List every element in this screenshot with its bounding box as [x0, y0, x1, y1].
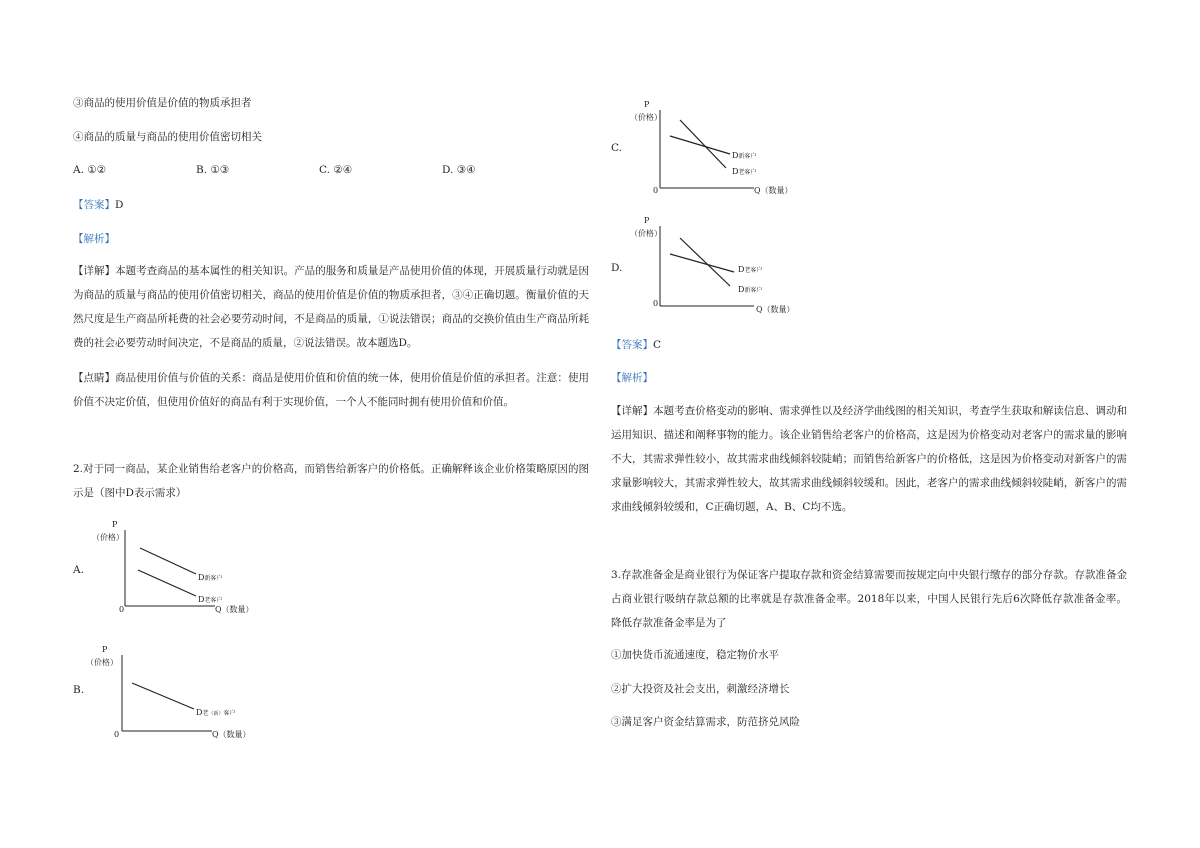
graph-b: [86, 643, 286, 743]
graph-p-label: P: [112, 520, 118, 529]
q2-analysis-tag: 【解析】: [611, 372, 653, 384]
q3-option-item-1: ①加快货币流通速度，稳定物价水平: [611, 649, 779, 661]
q1-choice-a: A. ①②: [73, 164, 107, 176]
answer-value: C: [653, 339, 662, 351]
q2-stem: 2.对于同一商品，某企业销售给老客户的价格高，而销售给新客户的价格低。正确解释该企业价格策略原因的图示是（图中D表示需求）: [73, 463, 589, 499]
graph-price-label: （价格）: [92, 533, 124, 542]
q1-detail: [73, 259, 589, 355]
graph-q-label: Q（数量）: [215, 605, 254, 614]
q1-choice-c: C. ②④: [319, 164, 353, 176]
demand-line-1-label: D老客户: [738, 265, 763, 274]
demand-line-2-label: D老客户: [732, 167, 757, 176]
q1-option-item-4: ④商品的质量与商品的使用价值密切相关: [73, 131, 262, 143]
q2-answer: [611, 338, 661, 352]
graph-q-label: Q（数量）: [754, 186, 793, 195]
q3-option-item-3: ③满足客户资金结算需求，防范挤兑风险: [611, 716, 800, 728]
answer-value: D: [115, 199, 124, 211]
detail-text: 本题考查价格变动的影响、需求弹性以及经济学曲线图的相关知识，考查学生获取和解读信息、调动和运用知识、描述和阐释事物的能力。该企业销售给老客户的价格高，这是因为价格变动对老客户的需求量的影响不大，其需求弹性较小，故其需求曲线倾斜较陡峭；而销售给新客户的价格低，这是因为价格变动对新客户的需求量影响较大，其需求弹性较大，故其需求曲线倾斜较缓和。因此，老客户的需求曲线倾斜较陡峭，新客户的需求曲线倾斜较缓和，C正确切题，A、B、C均不选。: [611, 405, 1127, 513]
graph-price-label: （价格）: [86, 658, 118, 667]
q2-option-c-label: C.: [611, 142, 622, 154]
q1-choice-d: D. ③④: [442, 164, 476, 176]
graph-origin: 0: [119, 605, 125, 614]
graph-price-label: （价格）: [630, 113, 662, 122]
graph-q-label: Q（数量）: [212, 730, 251, 739]
graph-d: [630, 214, 830, 318]
graph-origin: 0: [114, 730, 120, 739]
demand-line-old: [680, 120, 726, 168]
demand-line-2-label: D老客户: [198, 595, 223, 604]
q2-option-d-label: D.: [611, 262, 623, 274]
graph-price-label: （价格）: [630, 229, 662, 238]
q1-option-item-3: ③商品的使用价值是价值的物质承担者: [73, 97, 252, 109]
demand-line-label: D老（新）客户: [196, 708, 236, 717]
q1-choice-b: B. ①③: [196, 164, 230, 176]
q1-tip: [73, 366, 589, 414]
answer-tag: 【答案】: [611, 339, 653, 351]
detail-tag: 【详解】: [611, 405, 654, 417]
q3-option-item-2: ②扩大投资及社会支出，刺激经济增长: [611, 683, 790, 695]
graph-a: [90, 518, 290, 618]
q1-analysis-tag: 【解析】: [73, 233, 115, 245]
detail-text: 本题考查商品的基本属性的相关知识。产品的服务和质量是产品使用价值的体现，开展质量行动就是因为商品的质量与商品的使用价值密切相关，商品的使用价值是价值的物质承担者，③④正确切题。衡量价值的天然尺度是生产商品所耗费的社会必要劳动时间，不是商品的质量，①说法错误；商品的交换价值由生产商品所耗费的社会必要劳动时间决定，不是商品的质量，②说法错误。故本题选D。: [73, 265, 589, 349]
graph-origin: 0: [653, 186, 659, 195]
answer-tag: 【答案】: [73, 199, 115, 211]
demand-line-2-label: D新客户: [738, 285, 763, 294]
graph-q-label: Q（数量）: [756, 305, 795, 314]
detail-tag: 【详解】: [73, 265, 116, 277]
demand-line-old: [670, 254, 734, 272]
tip-text: 商品使用价值与价值的关系：商品是使用价值和价值的统一体，使用价值是价值的承担者。注意：使用价值不决定价值，但使用价值好的商品有利于实现价值，一个人不能同时拥有使用价值和价值。: [73, 372, 589, 408]
demand-line-new: [670, 136, 730, 154]
demand-line-1-label: D新客户: [198, 573, 223, 582]
graph-c: [626, 98, 826, 198]
graph-p-label: P: [644, 216, 650, 225]
q1-answer: [73, 198, 123, 212]
demand-line-1: [140, 548, 196, 574]
tip-tag: 【点睛】: [73, 372, 116, 384]
graph-p-label: P: [102, 645, 108, 654]
demand-line: [132, 683, 194, 709]
graph-p-label: P: [644, 100, 650, 109]
q2-option-b-label: B.: [73, 684, 85, 696]
q2-detail: [611, 399, 1127, 519]
demand-line-1-label: D新客户: [732, 151, 757, 160]
q3-stem: 3.存款准备金是商业银行为保证客户提取存款和资金结算需要而按规定向中央银行缴存的部分存款。存款准备金占商业银行吸纳存款总额的比率就是存款准备金率。2018年以来，中国人民银行先后6次降低存款准备金率。降低存款准备金率是为了: [611, 569, 1127, 629]
demand-line-new: [680, 238, 730, 286]
q2-option-a-label: A.: [73, 564, 84, 576]
demand-line-2: [138, 570, 196, 596]
graph-origin: 0: [653, 299, 659, 308]
